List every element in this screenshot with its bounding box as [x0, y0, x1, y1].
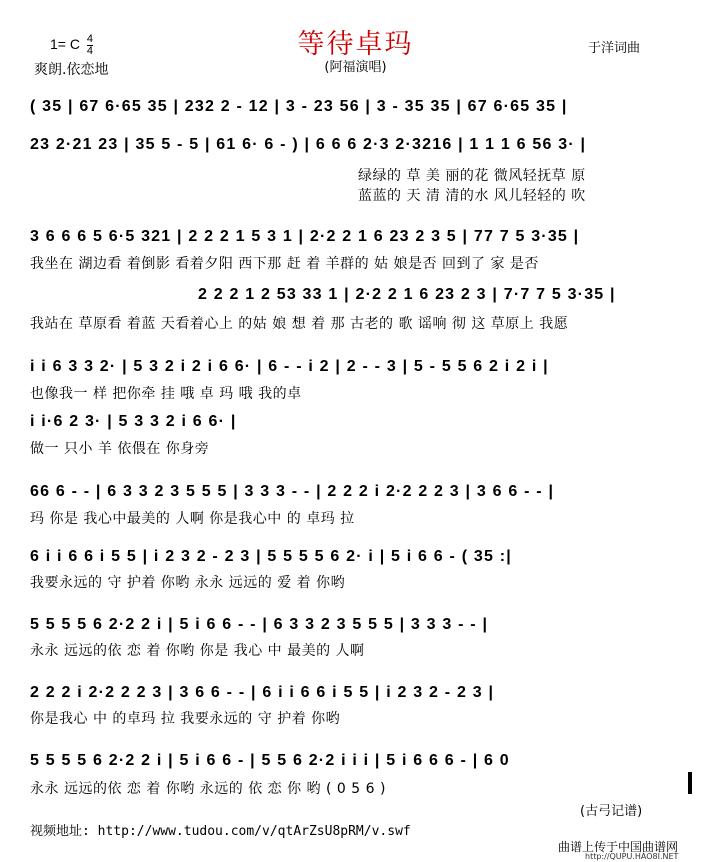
- time-bottom: 4: [86, 45, 93, 57]
- site-url[interactable]: http://QUPU.HAO8I.NET: [585, 852, 679, 861]
- score-row-4: 2 2 2 1 2 53 33 1 | 2·2 2 1 6 23 2 3 | 7·7 7 5 3·35 |: [198, 286, 616, 303]
- lyric-row-6: 做一 只小 羊 依偎在 你身旁: [30, 441, 210, 457]
- lyric-row-9: 永永 远远的依 恋 着 你哟 你是 我心 中 最美的 人啊: [30, 643, 365, 659]
- key-signature: [50, 34, 93, 57]
- key-label: 1= C: [50, 36, 80, 53]
- lyric-row-2a: 绿绿的 草 美 丽的花 微风轻抚草 原: [358, 168, 586, 184]
- score-row-7: 66 6 - - | 6 3 3 2 3 5 5 5 | 3 3 3 - - | 2 2 2 i 2·2 2 2 3 | 3 6 6 - - |: [30, 483, 555, 500]
- lyric-row-4: 我站在 草原看 着蓝 天看着心上 的姑 娘 想 着 那 古老的 歌 谣响 彻 这 草原上 我愿: [30, 316, 569, 332]
- score-row-9: 5 5 5 5 6 2·2 2 i | 5 i 6 6 - - | 6 3 3 2 3 5 5 5 | 3 3 3 - - |: [30, 616, 489, 633]
- time-signature: [87, 34, 93, 57]
- lyric-row-10: 你是我心 中 的卓玛 拉 我要永远的 守 护着 你哟: [30, 711, 341, 727]
- video-link[interactable]: 视频地址: http://www.tudou.com/v/qtArZsU8pRM/v.swf: [30, 824, 411, 839]
- song-title: 等待卓玛: [297, 29, 414, 60]
- lyric-row-5: 也像我一 样 把你牵 挂 哦 卓 玛 哦 我的卓: [30, 386, 302, 402]
- composer-credit: 于洋词曲: [588, 41, 641, 56]
- lyric-row-3: 我坐在 湖边看 着倒影 看着夕阳 西下那 赶 着 羊群的 姑 娘是否 回到了 家 是否: [30, 256, 539, 272]
- score-row-5: i i 6 3 3 2· | 5 3 2 i 2 i 6 6· | 6 - - i 2 | 2 - - 3 | 5 - 5 5 6 2 i 2 i |: [30, 358, 549, 375]
- singer-credit: (阿福演唱): [324, 60, 387, 75]
- score-row-11: 5 5 5 5 6 2·2 2 i | 5 i 6 6 - | 5 5 6 2·2 i i i | 5 i 6 6 6 - | 6 0: [30, 752, 510, 769]
- lyric-row-7: 玛 你是 我心中最美的 人啊 你是我心中 的 卓玛 拉: [30, 511, 355, 527]
- score-row-1: ( 35 | 67 6·65 35 | 232 2 - 12 | 3 - 23 56 | 3 - 35 35 | 67 6·65 35 |: [30, 98, 568, 115]
- lyric-row-11: 永永 远远的依 恋 着 你哟 永远的 依 恋 你 哟 ( 0 5 6 ): [30, 781, 386, 797]
- site-credit: 曲谱上传于中国曲谱网: [558, 840, 679, 854]
- score-row-8: 6 i i 6 6 i 5 5 | i 2 3 2 - 2 3 | 5 5 5 5 6 2· i | 5 i 6 6 - ( 35 :|: [30, 548, 512, 565]
- score-row-10: 2 2 2 i 2·2 2 2 3 | 3 6 6 - - | 6 i i 6 6 i 5 5 | i 2 3 2 - 2 3 |: [30, 684, 495, 701]
- score-row-3: 3 6 6 6 5 6·5 321 | 2 2 2 1 5 3 1 | 2·2 2 1 6 23 2 3 5 | 77 7 5 3·35 |: [30, 228, 580, 245]
- final-barline: [688, 772, 692, 794]
- time-top: 4: [86, 33, 93, 45]
- score-row-6: i i·6 2 3· | 5 3 3 2 i 6 6· |: [30, 413, 237, 430]
- performance-style: 爽朗.依恋地: [34, 62, 109, 78]
- transcriber-credit: (古弓记谱): [580, 804, 643, 819]
- lyric-row-8: 我要永远的 守 护着 你哟 永永 远远的 爱 着 你哟: [30, 575, 346, 591]
- score-row-2: 23 2·21 23 | 35 5 - 5 | 61 6· 6 - ) | 6 6 6 2·3 2·3216 | 1 1 1 6 56 3· |: [30, 136, 587, 153]
- lyric-row-2b: 蓝蓝的 天 清 清的水 风儿轻轻的 吹: [358, 188, 586, 204]
